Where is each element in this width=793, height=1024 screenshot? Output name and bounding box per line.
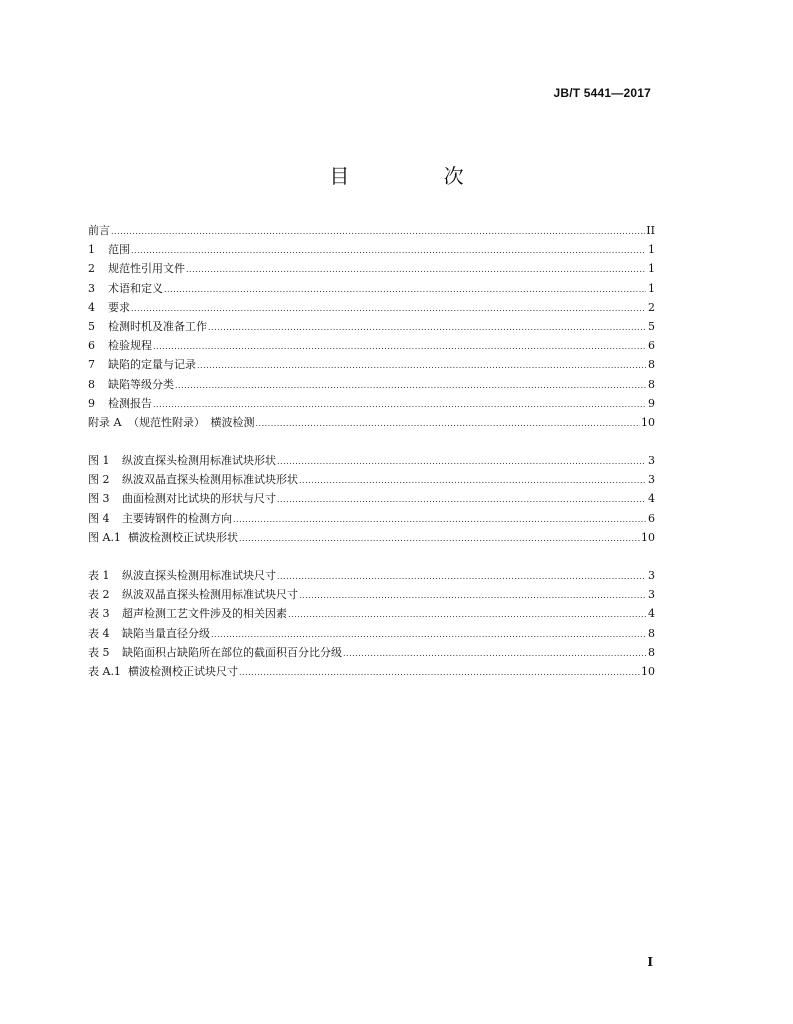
leader-dots — [343, 644, 646, 663]
figure-entry-number: 图 1 — [88, 454, 110, 468]
leader-dots — [164, 280, 646, 299]
figure-entry-number: 图 4 — [88, 511, 110, 525]
toc-entry-number: 4 — [88, 300, 95, 314]
toc-entry-text: 检验规程 — [108, 339, 152, 353]
table-entry-page: 10 — [641, 664, 655, 678]
leader-dots — [131, 299, 646, 318]
figure-entry[interactable] — [88, 509, 655, 528]
leader-dots — [131, 241, 646, 260]
toc-entry-number: 3 — [88, 281, 95, 295]
page-number: I — [647, 955, 653, 969]
leader-dots — [211, 625, 646, 644]
toc-figures — [88, 451, 655, 547]
table-entry-page: 8 — [648, 645, 655, 659]
figure-entry[interactable] — [88, 489, 655, 508]
page-title: 目 次 — [329, 164, 508, 188]
leader-dots — [256, 414, 641, 433]
leader-dots — [299, 471, 646, 490]
toc-entry[interactable] — [88, 355, 655, 374]
leader-dots — [233, 510, 646, 529]
toc-entry-text: 规范性引用文件 — [108, 262, 185, 276]
leader-dots — [111, 222, 645, 241]
toc-entry-number: 7 — [88, 358, 95, 372]
toc-entry-page: 9 — [648, 396, 655, 410]
toc-entry-page: 8 — [648, 377, 655, 391]
leader-dots — [239, 663, 640, 682]
table-entry-page: 8 — [648, 626, 655, 640]
toc-entry-page: 1 — [648, 243, 655, 257]
table-entry[interactable] — [88, 566, 655, 585]
leader-dots — [299, 586, 646, 605]
toc-entry-number: 5 — [88, 319, 95, 333]
table-entry-number: 表 3 — [88, 607, 110, 621]
toc-entry-number: 2 — [88, 262, 95, 276]
toc-entry-text: 检测时机及准备工作 — [108, 319, 207, 333]
leader-dots — [277, 490, 646, 509]
table-entry[interactable] — [88, 643, 655, 662]
toc-entry[interactable] — [88, 240, 655, 259]
toc-entry-page: 1 — [648, 262, 655, 276]
figure-entry-page: 6 — [648, 511, 655, 525]
figure-entry-text: 横波检测校正试块形状 — [128, 530, 238, 544]
table-entry-page: 4 — [648, 607, 655, 621]
table-entry[interactable] — [88, 604, 655, 623]
leader-dots — [208, 318, 646, 337]
toc-entry-page: II — [646, 224, 655, 237]
toc-entry[interactable] — [88, 279, 655, 298]
toc-entry[interactable] — [88, 375, 655, 394]
table-entry-text: 纵波双晶直探头检测用标准试块尺寸 — [122, 588, 298, 602]
figure-entry-page: 10 — [641, 530, 655, 544]
leader-dots — [197, 356, 646, 375]
toc-entry[interactable] — [88, 394, 655, 413]
toc-entry-number: 8 — [88, 377, 95, 391]
table-of-contents — [88, 221, 655, 700]
toc-entry-text: （规范性附录） 横波检测 — [128, 415, 255, 429]
figure-entry-number: 图 3 — [88, 492, 110, 506]
figure-entry-number: 图 A.1 — [88, 530, 121, 544]
table-entry-page: 3 — [648, 569, 655, 582]
table-entry-text: 纵波直探头检测用标准试块尺寸 — [122, 569, 276, 582]
table-entry-number: 表 2 — [88, 588, 110, 602]
toc-entry-page: 2 — [648, 300, 655, 314]
table-entry-text: 缺陷当量直径分级 — [122, 626, 210, 640]
table-entry-number: 表 5 — [88, 645, 110, 659]
leader-dots — [175, 376, 646, 395]
toc-entry-page: 5 — [648, 319, 655, 333]
table-entry[interactable] — [88, 624, 655, 643]
toc-entry-text: 检测报告 — [108, 396, 152, 410]
toc-entry[interactable] — [88, 317, 655, 336]
leader-dots — [277, 567, 646, 586]
toc-entry-number: 9 — [88, 396, 95, 410]
toc-entry-number: 6 — [88, 339, 95, 353]
toc-entry-text: 术语和定义 — [108, 281, 163, 295]
table-entry-text: 横波检测校正试块尺寸 — [128, 664, 238, 678]
toc-entry[interactable] — [88, 336, 655, 355]
table-entry-number: 表 A.1 — [88, 664, 121, 678]
toc-entry[interactable] — [88, 221, 655, 240]
leader-dots — [277, 452, 646, 471]
figure-entry[interactable] — [88, 528, 655, 547]
figure-entry-text: 纵波双晶直探头检测用标准试块形状 — [122, 473, 298, 487]
toc-sections — [88, 221, 655, 432]
leader-dots — [153, 337, 646, 356]
table-entry[interactable] — [88, 662, 655, 681]
table-entry-text: 缺陷面积占缺陷所在部位的截面积百分比分级 — [122, 645, 342, 659]
toc-entry[interactable] — [88, 259, 655, 278]
toc-entry[interactable] — [88, 298, 655, 317]
toc-entry-text: 范围 — [108, 243, 130, 257]
toc-entry-page: 10 — [641, 415, 655, 429]
toc-entry-page: 8 — [648, 358, 655, 372]
toc-entry[interactable] — [88, 413, 655, 432]
figure-entry-page: 4 — [648, 492, 655, 506]
figure-entry-text: 纵波直探头检测用标准试块形状 — [122, 454, 276, 468]
leader-dots — [186, 260, 646, 279]
standard-code: JB/T 5441—2017 — [553, 86, 651, 100]
figure-entry-text: 曲面检测对比试块的形状与尺寸 — [122, 492, 276, 506]
figure-entry-number: 图 2 — [88, 473, 110, 487]
toc-entry-number: 1 — [88, 243, 95, 257]
toc-entry-number: 附录 A — [88, 415, 122, 429]
figure-entry-page: 3 — [648, 454, 655, 468]
table-entry-number: 表 4 — [88, 626, 110, 640]
toc-entry-text: 前言 — [88, 224, 110, 237]
toc-entry-page: 1 — [648, 281, 655, 295]
table-entry[interactable] — [88, 585, 655, 604]
toc-entry-text: 缺陷等级分类 — [108, 377, 174, 391]
leader-dots — [153, 395, 646, 414]
figure-entry-page: 3 — [648, 473, 655, 487]
figure-entry[interactable] — [88, 470, 655, 489]
toc-entry-text: 缺陷的定量与记录 — [108, 358, 196, 372]
table-entry-number: 表 1 — [88, 569, 110, 582]
leader-dots — [239, 529, 640, 548]
figure-entry-text: 主要铸钢件的检测方向 — [122, 511, 232, 525]
figure-entry[interactable] — [88, 451, 655, 470]
toc-entry-page: 6 — [648, 339, 655, 353]
table-entry-text: 超声检测工艺文件涉及的相关因素 — [122, 607, 287, 621]
toc-entry-text: 要求 — [108, 300, 130, 314]
table-entry-page: 3 — [648, 588, 655, 602]
toc-tables — [88, 566, 655, 681]
leader-dots — [288, 605, 646, 624]
